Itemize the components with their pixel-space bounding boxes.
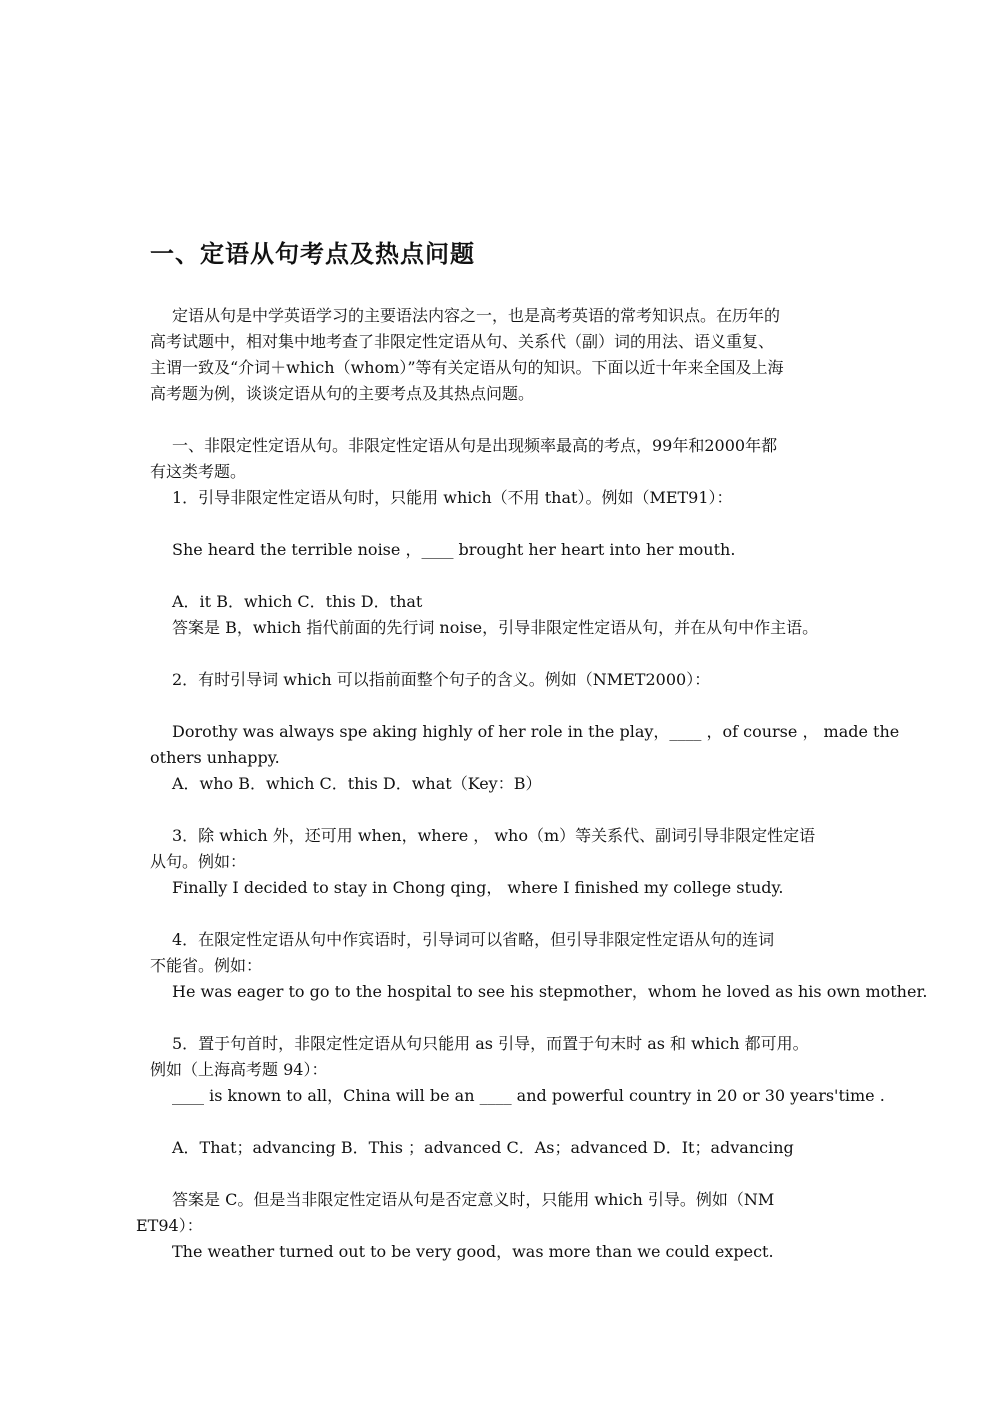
item-5-options: A．That；advancing B．This ；advanced C．As；advanced D．It；advancing <box>172 1138 794 1157</box>
item-5-answer-line-1: 答案是 C。但是当非限定性定语从句是否定意义时，只能用 which 引导。例如（NM <box>172 1190 775 1209</box>
item-3-example: Finally I decided to stay in Chong qing， where I finished my college study. <box>172 878 784 897</box>
intro-line-3: 主谓一致及“介词＋which（whom）”等有关定语从句的知识。下面以近十年来全国及上海 <box>150 358 784 377</box>
item-1-heading: 1．引导非限定性定语从句时，只能用 which（不用 that）。例如（MET91）： <box>172 488 733 507</box>
item-5-example-2: The weather turned out to be very good，was more than we could expect. <box>172 1242 774 1261</box>
item-2-options: A．who B．which C．this D．what（Key：B） <box>172 774 542 793</box>
intro-line-1: 定语从句是中学英语学习的主要语法内容之一，也是高考英语的常考知识点。在历年的 <box>172 306 781 325</box>
item-4-heading-line-2: 不能省。例如： <box>150 956 263 975</box>
item-3-heading-line-1: 3．除 which 外，还可用 when，where ， who（m）等关系代、副词引导非限定性定语 <box>172 826 816 845</box>
item-5-heading-line-2: 例如（上海高考题 94）： <box>150 1060 328 1079</box>
item-1-options: A．it B．which C．this D．that <box>172 592 423 611</box>
item-4-example: He was eager to go to the hospital to see his stepmother，whom he loved as his own mother. <box>172 982 928 1001</box>
item-2-heading: 2．有时引导词 which 可以指前面整个句子的含义。例如（NMET2000）： <box>172 670 711 689</box>
item-5-heading-line-1: 5．置于句首时，非限定性定语从句只能用 as 引导，而置于句末时 as 和 which 都可用。 <box>172 1034 809 1053</box>
page-title: 一、定语从句考点及热点问题 <box>150 239 475 268</box>
item-5-answer-line-2: ET94）： <box>136 1216 203 1235</box>
item-1-example: She heard the terrible noise ，____ brought her heart into her mouth. <box>172 540 736 559</box>
item-4-heading-line-1: 4．在限定性定语从句中作宾语时，引导词可以省略，但引导非限定性定语从句的连词 <box>172 930 775 949</box>
intro-line-2: 高考试题中，相对集中地考查了非限定性定语从句、关系代（副）词的用法、语义重复、 <box>150 332 775 351</box>
intro-line-4: 高考题为例，谈谈定语从句的主要考点及其热点问题。 <box>150 384 535 403</box>
item-3-heading-line-2: 从句。例如： <box>150 852 247 871</box>
section-1-line-1: 一、非限定性定语从句。非限定性定语从句是出现频率最高的考点，99年和2000年都 <box>172 436 778 455</box>
item-1-answer: 答案是 B，which 指代前面的先行词 noise，引导非限定性定语从句，并在从句中作主语。 <box>172 618 819 637</box>
item-2-example-line-2: others unhappy. <box>150 748 280 767</box>
section-1-line-2: 有这类考题。 <box>150 462 247 481</box>
item-2-example-line-1: Dorothy was always spe aking highly of her role in the play，____ ，of course ， made the <box>172 722 900 741</box>
item-5-example: ____ is known to all，China will be an ____ and powerful country in 20 or 30 years'time . <box>172 1086 885 1105</box>
